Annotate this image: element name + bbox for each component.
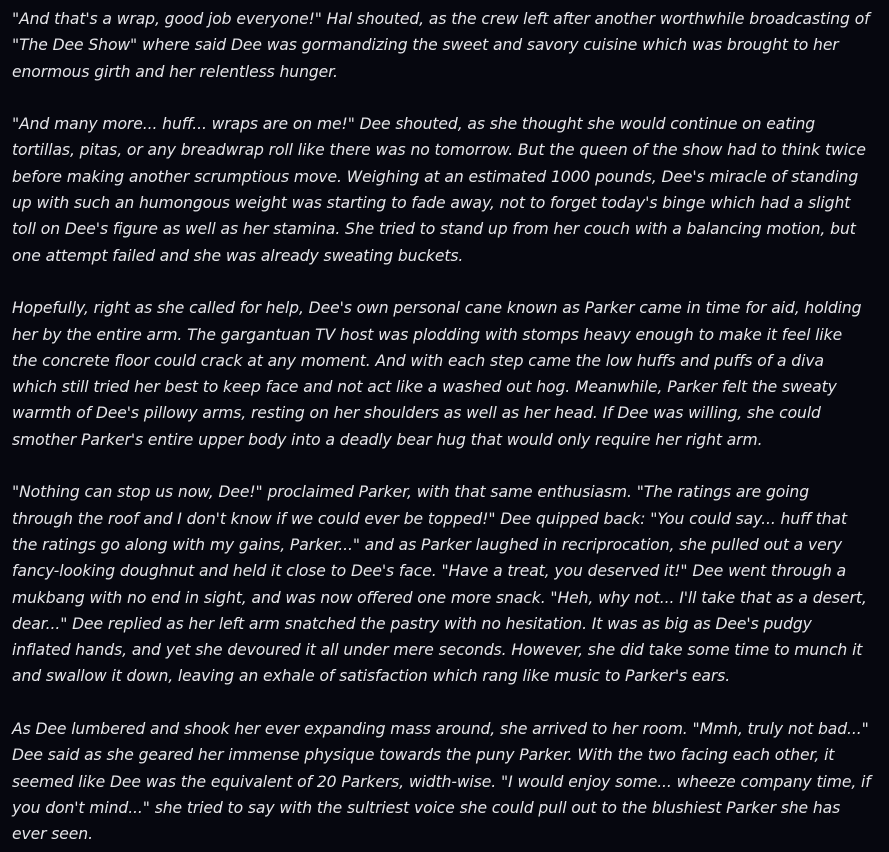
story-paragraph: "Nothing can stop us now, Dee!" proclaimed Parker, with that same enthusiasm. "The ratings are going through the roof and I don't know if we could ever be topped!" Dee quipped back: "You could say... huff that the ratings go along with my gains, Parker..." and as Parker laughed in recriprocation, she pulled out a very fancy-looking doughnut and held it close to Dee's face. "Have a treat, you deserved it!" Dee went through a mukbang with no end in sight, and was now offered one more snack. "Heh, why not... I'll take that as a desert, dear..." Dee replied as her left arm snatched the pastry with no hesitation. It was as big as Dee's pudgy inflated hands, and yet she devoured it all under mere seconds. However, she did take some time to munch it and swallow it down, leaving an exhale of satisfaction which rang like music to Parker's ears.: [12, 483, 867, 686]
story-paragraph: "And that's a wrap, good job everyone!" Hal shouted, as the crew left after another worthwhile broadcasting of "The Dee Show" where said Dee was gormandizing the sweet and savory cuisine which was brought to her enormous girth and her relentless hunger.: [12, 10, 870, 81]
story-paragraph: Hopefully, right as she called for help, Dee's own personal cane known as Parker came in time for aid, holding her by the entire arm. The gargantuan TV host was plodding with stomps heavy enough to make it feel like the concrete floor could crack at any moment. And with each step came the low huffs and puffs of a diva which still tried her best to keep face and not act like a washed out hog. Meanwhile, Parker felt the sweaty warmth of Dee's pillowy arms, resting on her shoulders as well as her head. If Dee was willing, she could smother Parker's entire upper body into a deadly bear hug that would only require her right arm.: [12, 299, 862, 449]
story-paragraph: As Dee lumbered and shook her ever expanding mass around, she arrived to her room. "Mmh, truly not bad..." Dee said as she geared her immense physique towards the puny Parker. With the two facing each other, it seemed like Dee was the equivalent of 20 Parkers, width-wise. "I would enjoy some... wheeze company time, if you don't mind..." she tried to say with the sultriest voice she could pull out to the blushiest Parker she has ever seen.: [12, 720, 871, 844]
story-paragraph: "And many more... huff... wraps are on me!" Dee shouted, as she thought she would continue on eating tortillas, pitas, or any breadwrap roll like there was no tomorrow. But the queen of the show had to think twice before making another scrumptious move. Weighing at an estimated 1000 pounds, Dee's miracle of standing up with such an humongous weight was starting to fade away, not to forget today's binge which had a slight toll on Dee's figure as well as her stamina. She tried to stand up from her couch with a balancing motion, but one attempt failed and she was already sweating buckets.: [12, 115, 866, 265]
